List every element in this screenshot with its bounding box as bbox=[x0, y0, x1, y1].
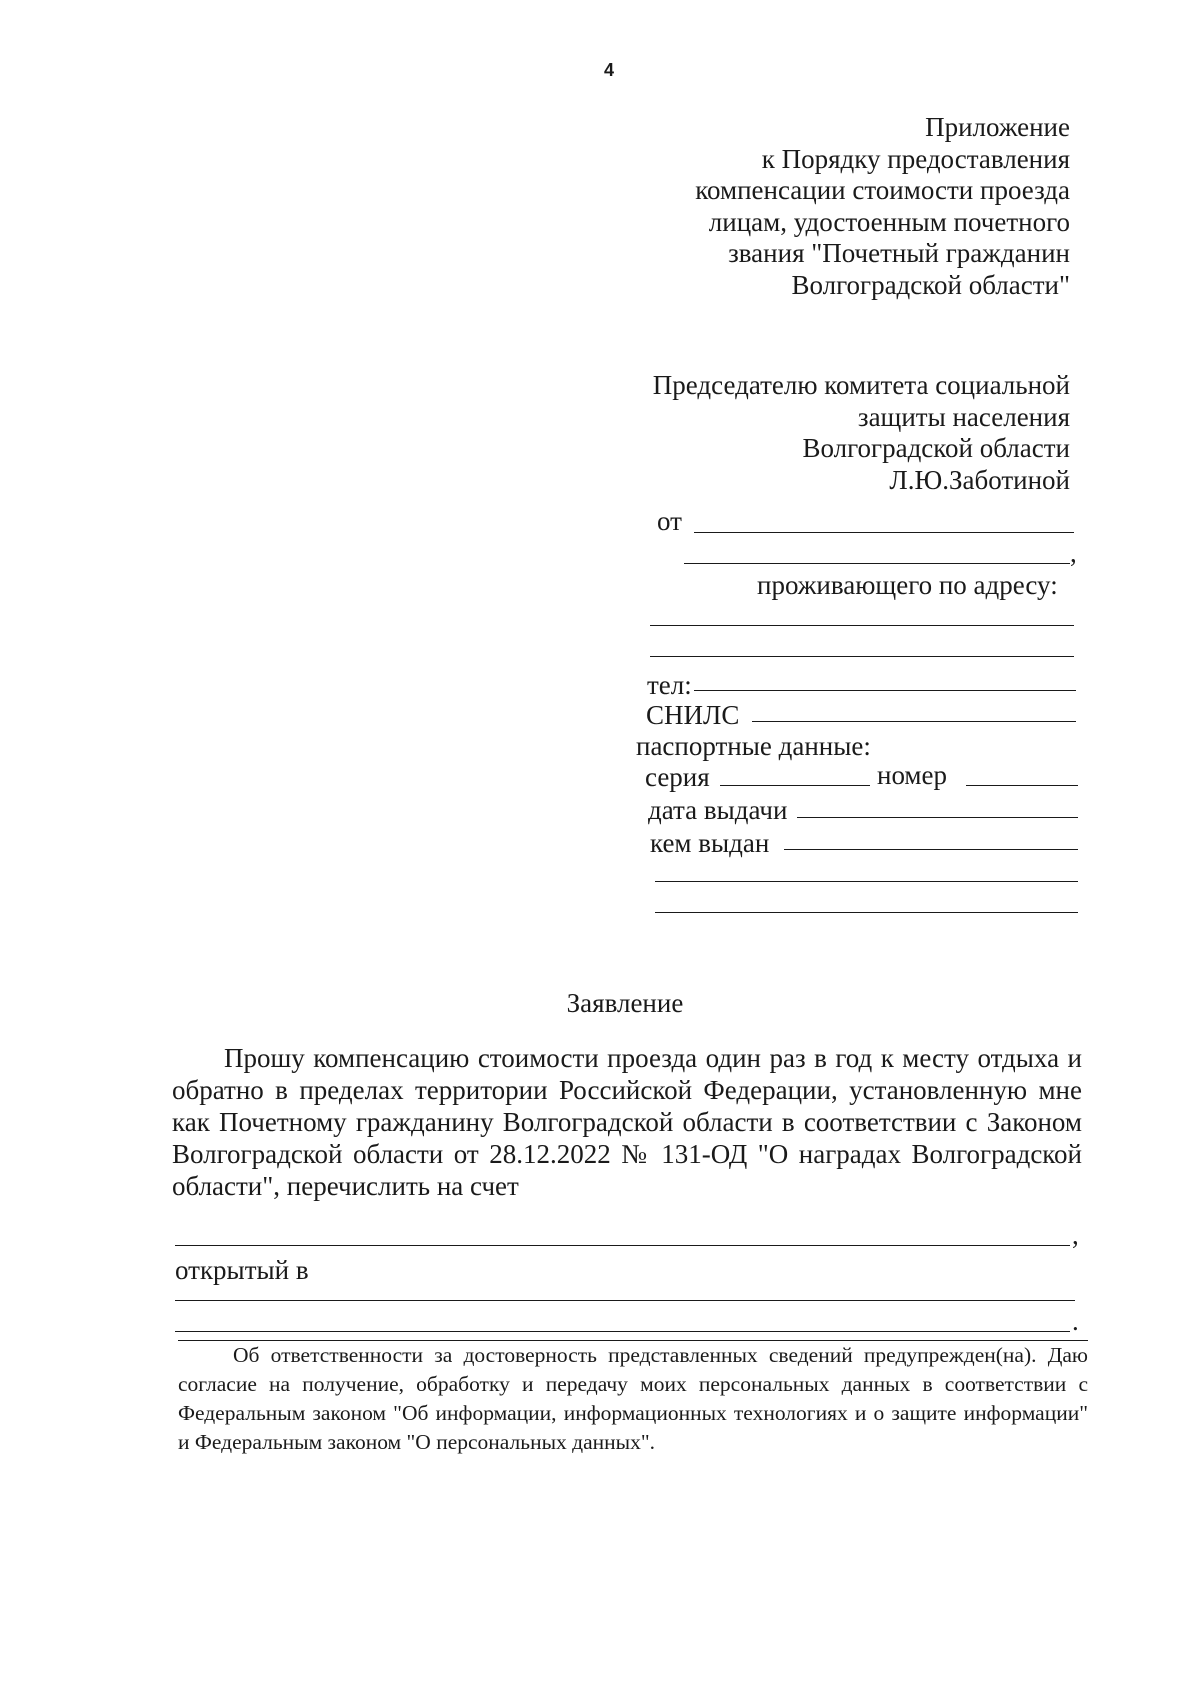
appendix-line: звания "Почетный гражданин bbox=[728, 238, 1070, 268]
from-field-continued[interactable] bbox=[684, 563, 1070, 564]
phone-field[interactable] bbox=[694, 690, 1076, 691]
appendix-line: к Порядку предоставления bbox=[761, 143, 1070, 174]
appendix-line: Приложение bbox=[925, 112, 1070, 142]
issued-by-field[interactable] bbox=[784, 849, 1078, 850]
addressee-line: защиты населения bbox=[857, 401, 1070, 432]
issue-date-label: дата выдачи bbox=[648, 795, 788, 825]
addressee-block bbox=[653, 370, 1070, 496]
issued-by-field-line-3[interactable] bbox=[655, 912, 1078, 913]
addressee-line: Волгоградской области bbox=[802, 433, 1070, 463]
number-field[interactable] bbox=[966, 785, 1078, 786]
appendix-line: Волгоградской области" bbox=[791, 269, 1070, 300]
series-field[interactable] bbox=[720, 785, 870, 786]
bank-field-line-1[interactable] bbox=[175, 1300, 1075, 1301]
bank-field-line-2[interactable] bbox=[175, 1331, 1070, 1332]
account-field[interactable] bbox=[175, 1245, 1070, 1246]
issued-by-field-line-2[interactable] bbox=[655, 881, 1078, 882]
phone-label: тел: bbox=[647, 670, 692, 700]
addressee-line: Л.Ю.Заботиной bbox=[889, 464, 1070, 495]
consent-footnote: Об ответственности за достоверность представленных сведений предупрежден(на). Даю согласие на получение, обработку и передачу моих персональных данных в соответствии с Федеральным законом "Об информации, информационных технологиях и о защите информации" и Федеральным законом "О персональных данных". bbox=[178, 1343, 1088, 1454]
snils-label: СНИЛС bbox=[646, 700, 740, 730]
account-comma: , bbox=[1072, 1220, 1079, 1250]
opened-in-label: открытый в bbox=[175, 1255, 309, 1285]
page-number: 4 bbox=[604, 60, 615, 80]
appendix-line: лицам, удостоенным почетного bbox=[708, 206, 1070, 237]
number-label: номер bbox=[877, 760, 948, 790]
appendix-header bbox=[695, 112, 1070, 301]
series-label: серия bbox=[645, 762, 710, 792]
from-label: от bbox=[657, 506, 682, 536]
issue-date-field[interactable] bbox=[797, 817, 1078, 818]
appendix-line: компенсации стоимости проезда bbox=[695, 175, 1070, 205]
end-period: . bbox=[1072, 1306, 1079, 1336]
address-field-line-1[interactable] bbox=[650, 625, 1074, 626]
snils-field[interactable] bbox=[752, 721, 1076, 722]
issued-by-label: кем выдан bbox=[650, 828, 770, 858]
from-comma: , bbox=[1070, 538, 1077, 568]
passport-label: паспортные данные: bbox=[636, 731, 871, 761]
address-field-line-2[interactable] bbox=[650, 656, 1074, 657]
document-title: Заявление bbox=[566, 988, 684, 1018]
address-label: проживающего по адресу: bbox=[757, 570, 1058, 600]
from-field[interactable] bbox=[694, 532, 1074, 533]
application-paragraph: Прошу компенсацию стоимости проезда один раз в год к месту отдыха и обратно в пределах территории Российской Федерации, установленную мне как Почетному гражданину Волгоградской области в соответствии с Законом Волгоградской области от 28.12.2022 № 131-ОД "О наградах Волгоградской области", перечислить на счет bbox=[172, 1043, 1082, 1201]
addressee-line: Председателю комитета социальной bbox=[652, 370, 1070, 400]
